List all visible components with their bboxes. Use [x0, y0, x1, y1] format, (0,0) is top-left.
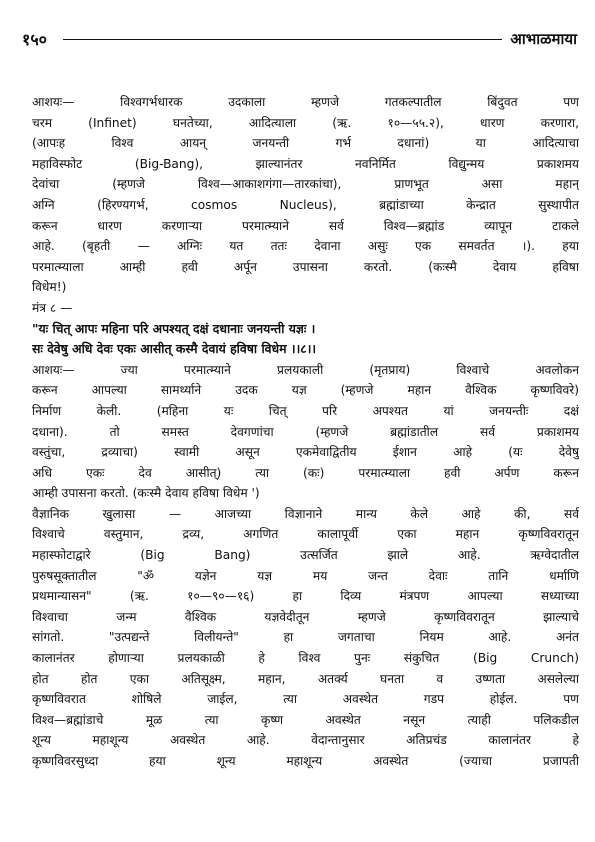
- text-line: देवांचा (म्हणजे विश्व—आकाशगंगा—तारकांचा), प्राणभूत असा महान्: [32, 177, 579, 192]
- text-line: विश्वाचा जन्म वैश्विक यज्ञवेदीतून म्हणजे कृष्णविवरातून झाल्याचे: [32, 609, 579, 624]
- text-line: कालानंतर होणाऱ्या प्रलयकाळी हे विश्व पुनः संकुचित (Big Crunch): [32, 651, 579, 666]
- body-text: [32, 92, 579, 772]
- text-line: करून आपल्या सामर्थ्याने उदक यज्ञ (म्हणजे महान वैश्विक कृष्णविवरे): [32, 383, 579, 398]
- text-line: विश्व—ब्रह्मांडाचे मूळ त्या कृष्ण अवस्थेत नसून त्याही पलिकडील: [32, 712, 579, 727]
- text-line: चरम (Infinet) घनतेच्या, आदित्याला (ऋ. १०—५५.२), धारण करणारा,: [32, 115, 579, 130]
- mantra-line: सः देवेषु अधि देवः एकः आसीत् कस्मै देवायं हविषा विधेम ।।८।।: [32, 341, 317, 357]
- text-line: अधि एकः देव आसीत्) त्या (कः) परमात्म्याला हवी अर्पण करून: [32, 465, 579, 480]
- text-line: शून्य महाशून्य अवस्थेत आहे. वेदान्तानुसार अतिप्रचंड कालानंतर हे: [32, 733, 579, 748]
- text-line: अग्नि (हिरण्यगर्भ, cosmos Nucleus), ब्रह्मांडाच्या केन्द्रात सुस्थापीत: [32, 197, 579, 212]
- text-line: आहे. (बृहती — अग्निः यत ततः देवाना असुः एक समवर्तत ।). हया: [32, 239, 579, 254]
- text-line: विधेम!): [32, 280, 67, 295]
- text-line: पुरुषसूक्तातील "ॐ यज्ञेन यज्ञ मय जन्त देवाः तानि धर्माणि: [32, 568, 579, 583]
- text-line: कृष्णविवरसुध्दा हया शून्य महाशून्य अवस्थेत (ज्याचा प्रजापती: [32, 754, 579, 768]
- text-line: होत होत एका अतिसूक्ष्म, महान, अतर्क्य घनता व उष्णता असलेल्या: [32, 671, 579, 686]
- text-line: आशयः— विश्वगर्भधारक उदकाला म्हणजे गतकल्पातील बिंदुवत पण: [32, 95, 579, 109]
- text-line: परमात्म्याला आम्ही हवी अर्पून उपासना करतो. (कःस्मै देवाय हविषा: [32, 259, 579, 274]
- text-line: महास्फोटाद्वारे (Big Bang) उत्सर्जित झाले आहे. ऋग्वेदातील: [32, 548, 579, 563]
- text-line: आम्ही उपासना करतो. (कःस्मै देवाय हविषा विधेम '): [32, 486, 260, 501]
- text-line: विश्वाचे वस्तुमान, द्रव्य, अगणित कालापूर्वी एका महान कृष्णविवरातून: [32, 527, 579, 542]
- mantra-line: "यः चित् आपः महिना परि अपश्यत् दक्षं दधानाः जनयन्ती यज्ञः ।: [32, 320, 316, 336]
- text-line: दधाना). तो समस्त देवगणांचा (म्हणजे ब्रह्मांडातील सर्व प्रकाशमय: [32, 424, 579, 439]
- text-line: मंत्र ८ —: [32, 300, 73, 315]
- page-header: [22, 28, 577, 50]
- text-line: करून धारण करणाऱ्या परमात्म्याने सर्व विश्व—ब्रह्मांड व्यापून टाकले: [32, 218, 579, 233]
- text-line: महाविस्फोट (Big-Bang), झाल्यानंतर नवनिर्मित विद्युन्मय प्रकाशमय: [32, 156, 579, 171]
- text-line: वस्तुंचा, द्रव्याचा) स्वामी असून एकमेवाद्वितीय ईशान आहे (यः देवेषु: [32, 445, 579, 460]
- text-line: निर्माण केली. (महिना यः चित् परि अपश्यत यां जनयन्तीः दक्षं: [32, 403, 579, 418]
- header-rule: [63, 39, 502, 40]
- running-title: आभाळमाया: [510, 30, 577, 48]
- text-line: प्रथमान्यासन" (ऋ. १०—९०—१६) हा दिव्य मंत्रपण आपल्या सध्याच्या: [32, 589, 579, 604]
- text-line: आशयः— ज्या परमात्म्याने प्रलयकाली (मृतप्राय) विश्वाचे अवलोकन: [32, 362, 579, 377]
- text-line: (आपःह विश्व आयन् जनयन्ती गर्भ दधानां) या आदित्याचा: [32, 136, 579, 151]
- text-line: वैज्ञानिक खुलासा — आजच्या विज्ञानाने मान्य केले आहे की, सर्व: [32, 506, 579, 521]
- page-number: १५०: [22, 30, 47, 49]
- text-line: कृष्णविवरात शोषिले जाईल, त्या अवस्थेत गडप होईल. पण: [32, 692, 579, 707]
- text-line: सांगतो. "उत्पद्यन्ते विलीयन्ते" हा जगताचा नियम आहे. अनंत: [32, 630, 579, 645]
